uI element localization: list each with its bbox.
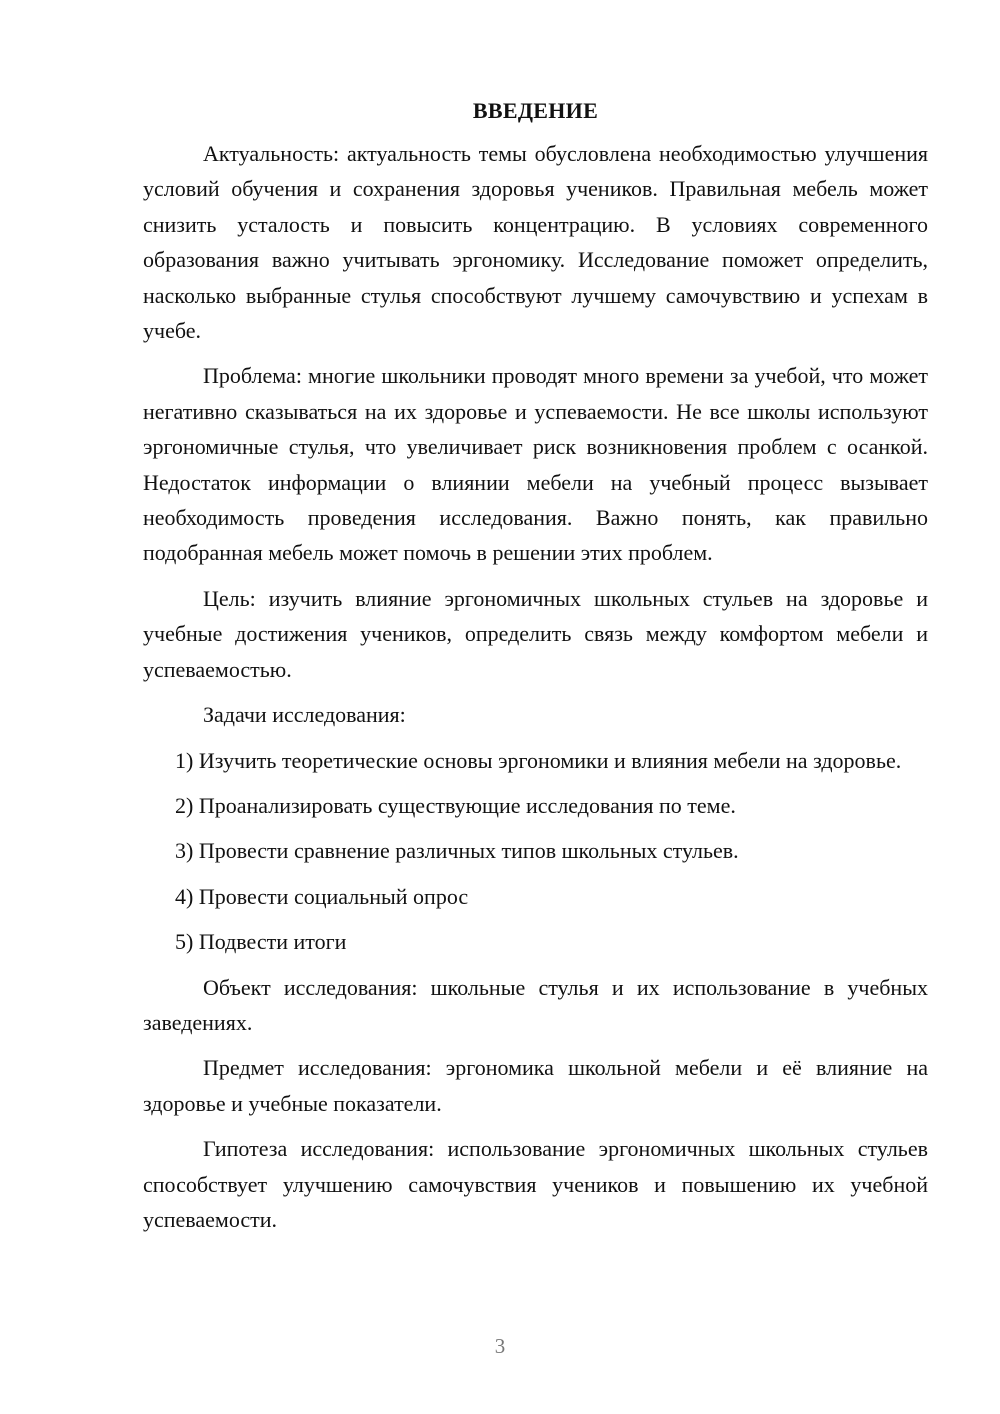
hypothesis-paragraph: Гипотеза исследования: использование эргономичных школьных стульев способствует улучшению самочувствия учеников и повышению их учебной успеваемости. <box>143 1136 928 1232</box>
task-item-3: 3) Провести сравнение различных типов школьных стульев. <box>175 838 739 864</box>
problem-paragraph: Проблема: многие школьники проводят много времени за учебой, что может негативно сказываться на их здоровье и успеваемости. Не все школы используют эргономичные стулья, что увеличивает риск возникновения проблем с осанкой. Недостаток информации о влиянии мебели на учебный процесс вызывает необходимость проведения исследования. Важно понять, как правильно подобранная мебель может помочь в решении этих проблем. <box>143 363 928 566</box>
task-item-2: 2) Проанализировать существующие исследования по теме. <box>175 792 736 818</box>
object-paragraph: Объект исследования: школьные стулья и их использование в учебных заведениях. <box>143 974 928 1035</box>
goal-paragraph: Цель: изучить влияние эргономичных школьных стульев на здоровье и учебные достижения учеников, определить связь между комфортом мебели и успеваемостью. <box>143 585 928 682</box>
page-number: 3 <box>494 1334 506 1358</box>
relevance-paragraph: Актуальность: актуальность темы обусловлена необходимостью улучшения условий обучения и сохранения здоровья учеников. Правильная мебель может снизить усталость и повысить концентрацию. В условиях современного образования важно учитывать эргономику. Исследование поможет определить, насколько выбранные стулья способствуют лучшему самочувствию и успехам в учебе. <box>143 141 928 344</box>
task-item-5: 5) Подвести итоги <box>175 929 347 955</box>
task-item-4: 4) Провести социальный опрос <box>175 883 469 909</box>
subject-paragraph: Предмет исследования: эргономика школьной мебели и её влияние на здоровье и учебные показатели. <box>143 1055 928 1116</box>
page-title: ВВЕДЕНИЕ <box>472 98 599 123</box>
task-item-1: 1) Изучить теоретические основы эргономики и влияния мебели на здоровье. <box>175 747 902 773</box>
tasks-heading: Задачи исследования: <box>203 702 406 728</box>
document-body <box>143 96 928 1247</box>
